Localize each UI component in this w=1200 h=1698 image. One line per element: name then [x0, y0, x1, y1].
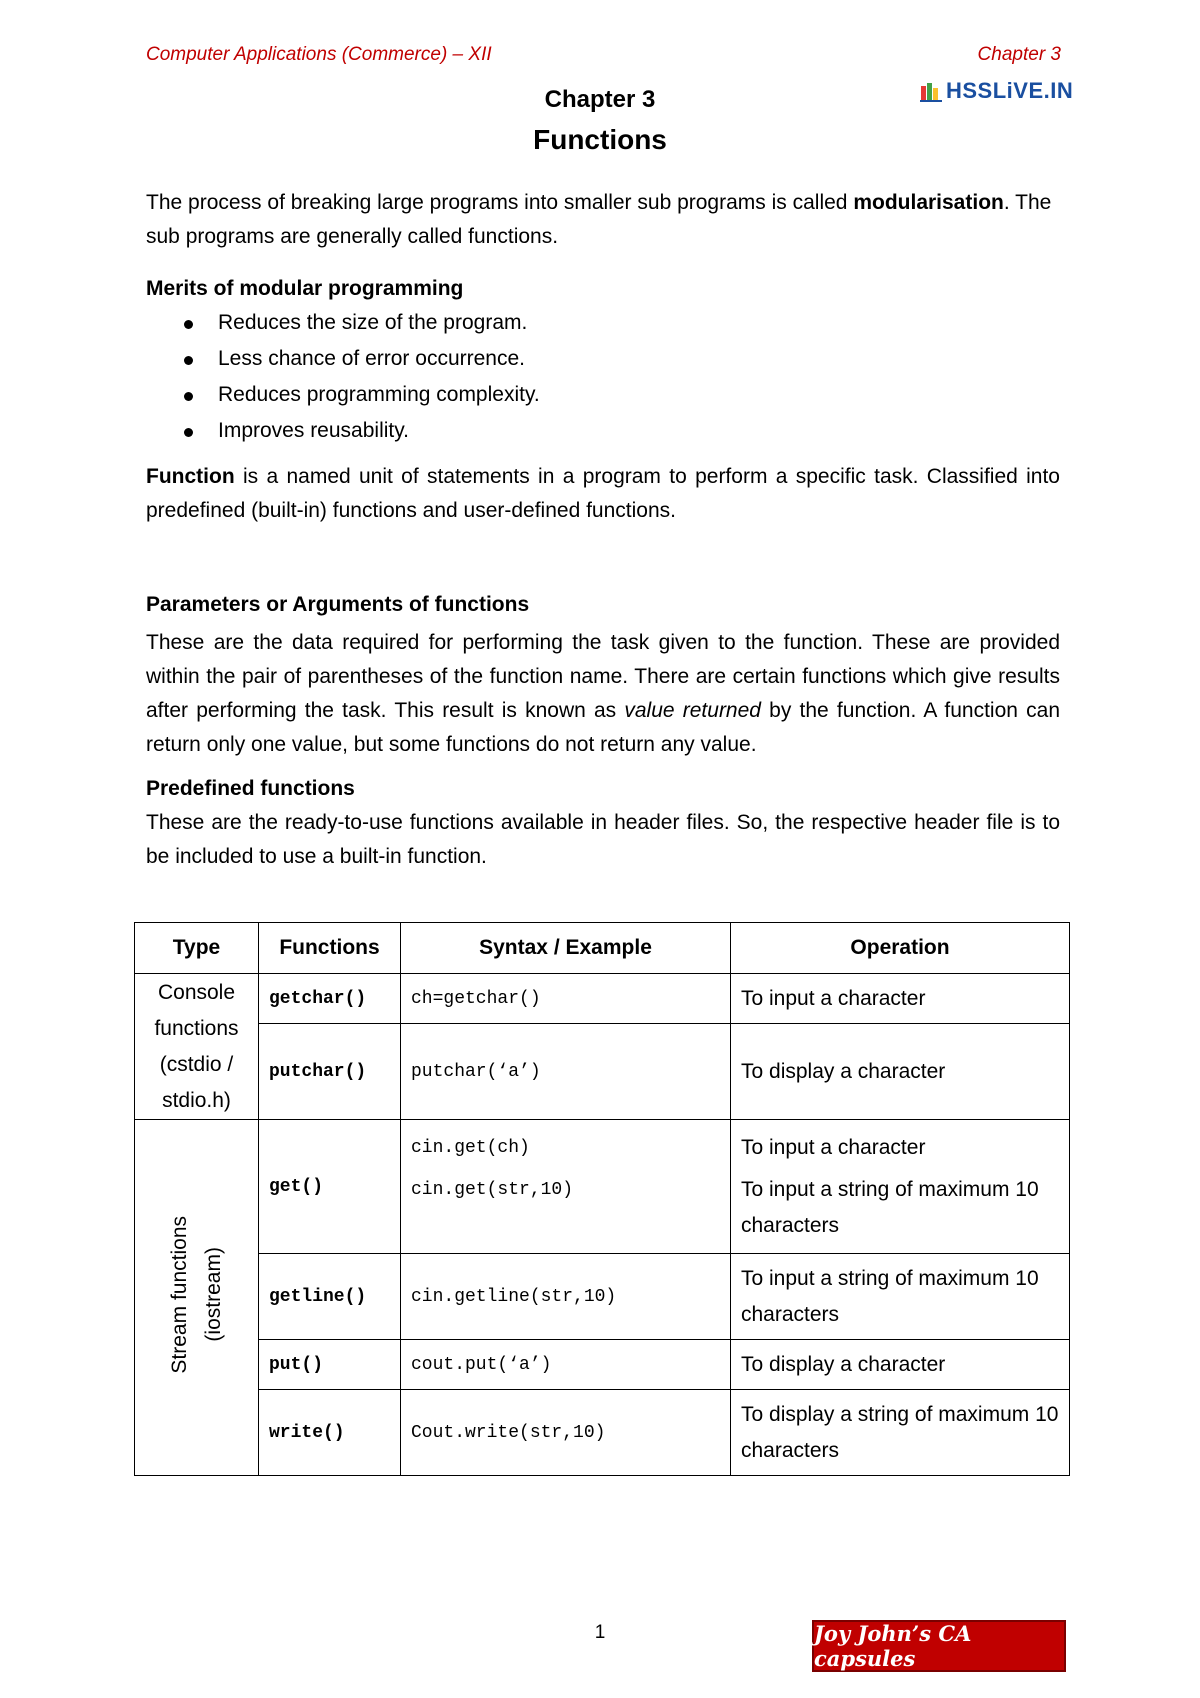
- main-content: [146, 186, 1060, 874]
- merits-heading: Merits of modular programming: [146, 277, 464, 300]
- bullet-icon: [184, 392, 193, 401]
- running-header-title: Computer Applications (Commerce) – XII: [146, 44, 492, 65]
- parameters-text: These are the data required for performing the task given to the function. These are provided within the pair of parentheses of the function name. There are certain functions which give results after performing the task. This result is known as: [146, 631, 1060, 722]
- running-header-chapter: Chapter 3: [977, 44, 1061, 65]
- list-item: Reduces the size of the program.: [146, 306, 1060, 342]
- author-badge-text: Joy John’s CA capsules: [814, 1621, 972, 1671]
- list-item: Reduces programming complexity.: [146, 378, 1060, 414]
- col-syntax: Syntax / Example: [401, 923, 731, 974]
- function-text: is a named unit of statements in a program to perform a specific task. Classified into predefined (built-in) functions and user-defined functions.: [146, 465, 1060, 522]
- table-row: [135, 1254, 1070, 1340]
- predefined-paragraph: These are the ready-to-use functions available in header files. So, the respective header file is to be included to use a built-in function.: [146, 811, 1060, 868]
- syntax-cell: putchar(‘a’): [401, 1024, 731, 1120]
- syntax-cell: ch=getchar(): [401, 974, 731, 1024]
- parameters-heading: Parameters or Arguments of functions: [146, 593, 530, 616]
- function-definition: [146, 460, 1060, 588]
- list-item: Improves reusability.: [146, 414, 1060, 450]
- operation-cell: To input a character To input a string of maximum 10 characters: [731, 1120, 1070, 1254]
- operation-cell: To display a character: [731, 1340, 1070, 1390]
- chapter-title: Chapter 3: [544, 86, 656, 113]
- logo-text: HSSLiVE.IN: [946, 78, 1074, 103]
- syntax-cell: Cout.write(str,10): [401, 1390, 731, 1476]
- operation-cell: To display a string of maximum 10 characters: [731, 1390, 1070, 1476]
- page-number: 1: [594, 1622, 606, 1643]
- fn-cell: getchar(): [259, 974, 401, 1024]
- table-row: [135, 1120, 1070, 1254]
- syntax-cell: cin.get(ch) cin.get(str,10): [401, 1120, 731, 1254]
- intro-paragraph: [146, 186, 1060, 272]
- bullet-icon: [184, 356, 193, 365]
- bullet-icon: [184, 428, 193, 437]
- stream-type-label: Stream functions (iostream): [167, 1215, 225, 1374]
- col-type: Type: [135, 923, 259, 974]
- operation-cell: To input a character: [731, 974, 1070, 1024]
- col-operation: Operation: [731, 923, 1070, 974]
- syntax-cell: cout.put(‘a’): [401, 1340, 731, 1390]
- fn-cell: get(): [259, 1120, 401, 1254]
- table-row: [135, 1390, 1070, 1476]
- predefined-heading: Predefined functions: [146, 777, 355, 800]
- functions-table: [134, 922, 1070, 1476]
- table-header-row: [135, 923, 1070, 974]
- merits-list: [146, 306, 1060, 450]
- author-badge: [812, 1620, 1066, 1672]
- bullet-icon: [184, 320, 193, 329]
- intro-term: modularisation: [853, 191, 1004, 214]
- table-row: [135, 1340, 1070, 1390]
- fn-cell: put(): [259, 1340, 401, 1390]
- list-item: Less chance of error occurrence.: [146, 342, 1060, 378]
- console-type-cell: Console functions (cstdio / stdio.h): [135, 974, 259, 1120]
- function-term: Function: [146, 465, 235, 488]
- col-functions: Functions: [259, 923, 401, 974]
- intro-text: The process of breaking large programs into smaller sub programs is called: [146, 191, 854, 214]
- parameters-paragraph: [146, 626, 1060, 772]
- operation-cell: To display a character: [731, 1024, 1070, 1120]
- parameters-text-end: by the function. A function can return only one value, but some functions do not return any value.: [146, 699, 1060, 756]
- stream-type-cell: [135, 1120, 259, 1476]
- operation-cell: To input a string of maximum 10 characters: [731, 1254, 1070, 1340]
- intro-text-end: . The sub programs are generally called functions.: [146, 191, 1052, 248]
- value-returned-term: value returned: [624, 699, 761, 722]
- syntax-cell: cin.getline(str,10): [401, 1254, 731, 1340]
- fn-cell: write(): [259, 1390, 401, 1476]
- table-row: [135, 1024, 1070, 1120]
- fn-cell: putchar(): [259, 1024, 401, 1120]
- table-row: [135, 974, 1070, 1024]
- chapter-subject: Functions: [533, 124, 667, 155]
- fn-cell: getline(): [259, 1254, 401, 1340]
